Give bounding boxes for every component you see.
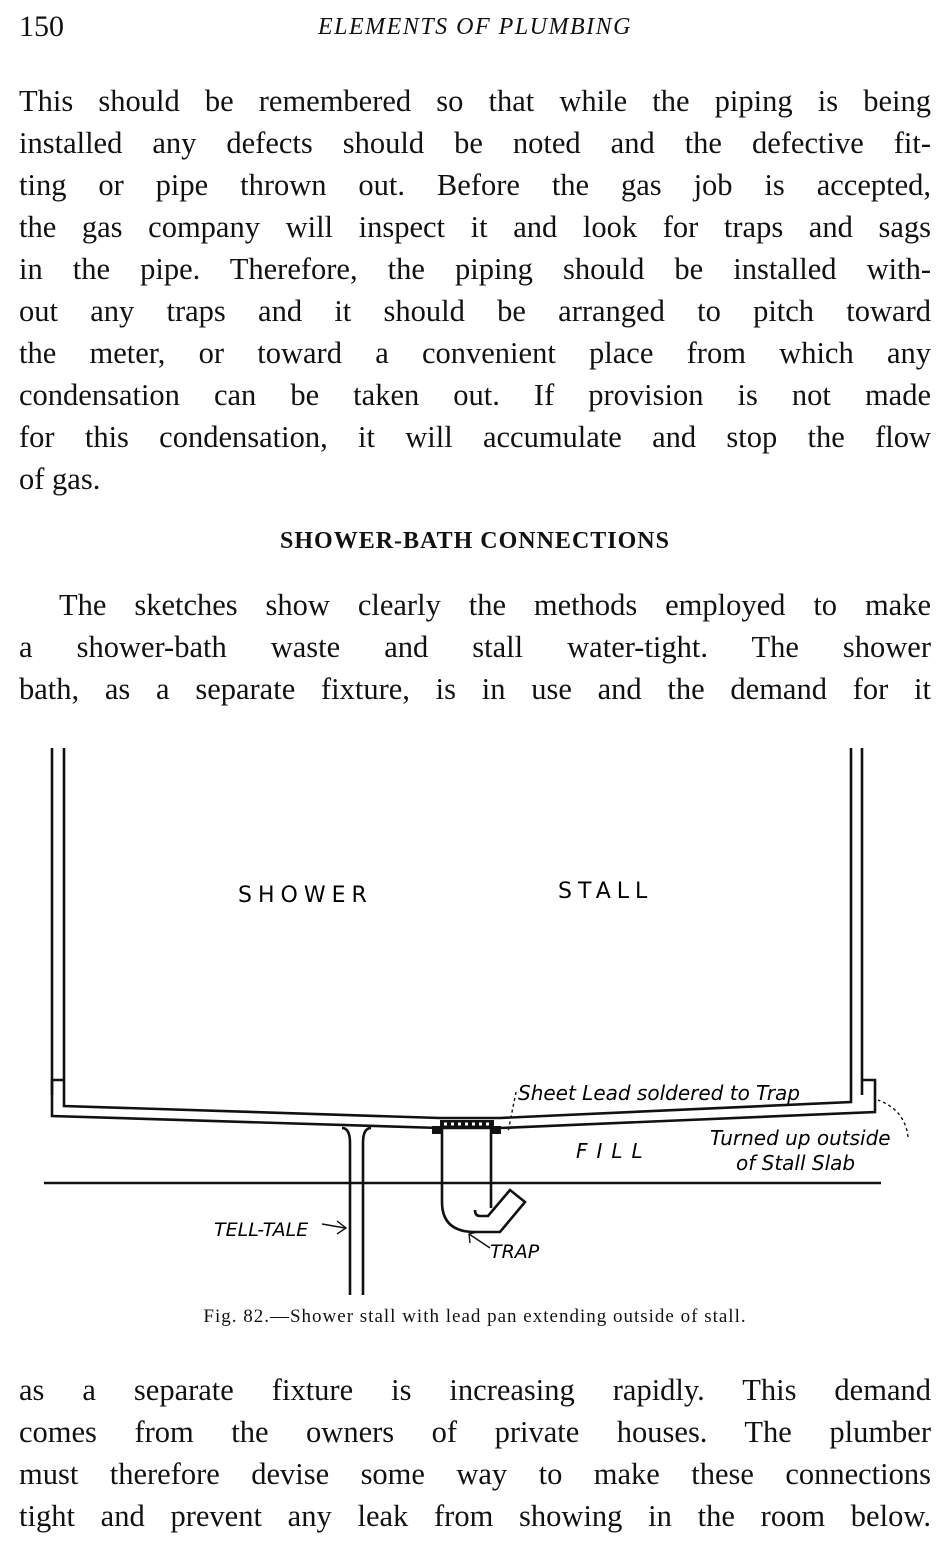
tell-tale-pipe — [342, 1128, 350, 1295]
text-line: condensation can be taken out. If provision is not made — [19, 378, 931, 412]
text-line: This should be remembered so that while the piping is being — [19, 84, 931, 118]
label-stall-slab: of Stall Slab — [736, 1151, 856, 1175]
text-line: comes from the owners of private houses. The plumber — [19, 1415, 931, 1449]
text-line: of gas. — [19, 462, 101, 496]
tell-tale-arrow — [322, 1221, 346, 1234]
trap-arrow — [469, 1232, 490, 1248]
figure-82 — [0, 740, 950, 1305]
text-line: bath, as a separate fixture, is in use and the demand for it — [19, 672, 931, 706]
page-number: 150 — [19, 10, 64, 43]
label-shower: SHOWER — [238, 883, 373, 908]
label-trap: TRAP — [490, 1241, 540, 1263]
text-line: a shower-bath waste and stall water-tight. The shower — [19, 630, 931, 664]
text-line: as a separate fixture is increasing rapidly. This demand — [19, 1373, 931, 1407]
label-tell-tale: TELL-TALE — [214, 1219, 309, 1241]
paragraph-shower-intro — [19, 584, 931, 710]
text-line: for this condensation, it will accumulate and stop the flow — [19, 420, 931, 454]
label-sheet-lead: Sheet Lead soldered to Trap — [518, 1081, 801, 1105]
trap — [442, 1128, 525, 1232]
running-head: ELEMENTS OF PLUMBING — [318, 14, 632, 40]
text-line: out any traps and it should be arranged to pitch toward — [19, 294, 931, 328]
text-line: ting or pipe thrown out. Before the gas job is accepted, — [19, 168, 931, 202]
label-turned-up: Turned up outside — [710, 1126, 891, 1150]
shower-stall-diagram — [0, 740, 950, 1300]
sheet-lead-leader — [508, 1092, 516, 1132]
label-stall: STALL — [558, 879, 654, 904]
text-line: the gas company will inspect it and look for traps and sags — [19, 210, 931, 244]
section-heading: SHOWER-BATH CONNECTIONS — [280, 528, 670, 554]
text-line: must therefore devise some way to make these connections — [19, 1457, 931, 1491]
text-line: in the pipe. Therefore, the piping should be installed with- — [19, 252, 931, 286]
solder-left — [432, 1126, 442, 1134]
text-line: The sketches show clearly the methods employed to make — [59, 588, 931, 622]
text-line: the meter, or toward a convenient place from which any — [19, 336, 931, 370]
paragraph-gas-piping — [19, 80, 931, 500]
tell-tale-pipe-right — [363, 1128, 371, 1295]
text-line: installed any defects should be noted and the defective fit- — [19, 126, 931, 160]
text-line: tight and prevent any leak from showing in the room below. — [19, 1499, 931, 1533]
label-fill: FILL — [576, 1139, 652, 1163]
figure-caption: Fig. 82.—Shower stall with lead pan extending outside of stall. — [203, 1306, 747, 1327]
solder-right — [491, 1126, 501, 1134]
paragraph-demand — [19, 1369, 931, 1537]
